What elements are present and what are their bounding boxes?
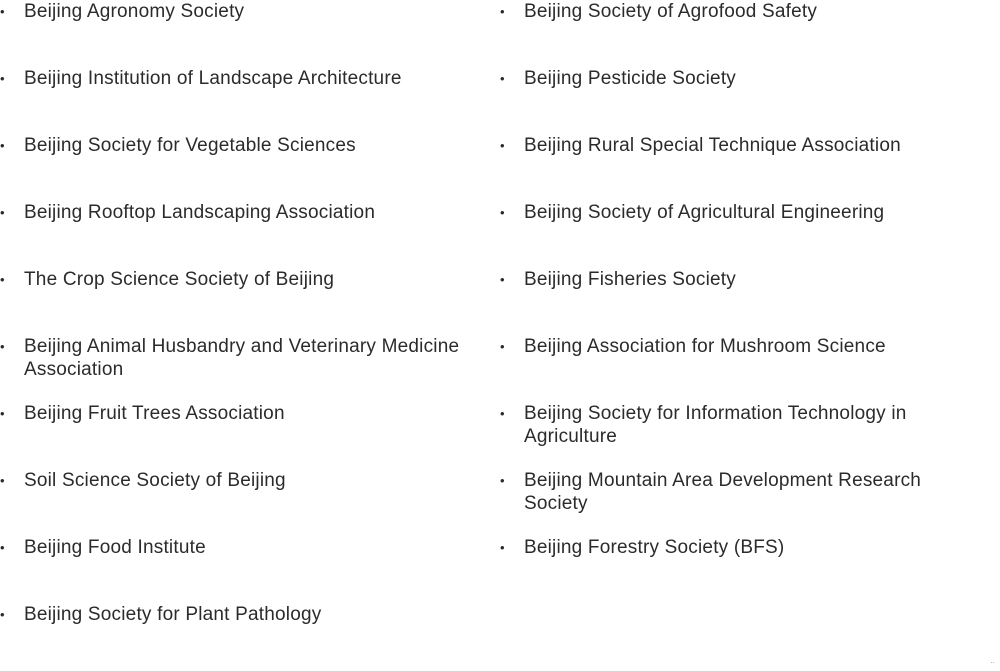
society-name: Beijing Rooftop Landscaping Association [24, 202, 376, 223]
bullet: • [0, 406, 5, 421]
list-item [0, 536, 495, 603]
list-item [500, 201, 960, 268]
list-item [0, 469, 495, 536]
bullet: • [0, 339, 5, 354]
society-name: Beijing Animal Husbandry and Veterinary Medicine Association [24, 336, 460, 380]
corner-mark: .. [990, 659, 994, 665]
list-item [0, 0, 495, 67]
society-list-left [0, 0, 495, 670]
bullet: • [0, 272, 5, 287]
bullet: • [500, 71, 505, 86]
bullet: • [0, 473, 5, 488]
list-item [0, 134, 495, 201]
society-name: Beijing Society of Agrofood Safety [524, 1, 818, 22]
bullet: • [500, 540, 505, 555]
bullet: • [0, 540, 5, 555]
society-name: Beijing Pesticide Society [524, 68, 736, 89]
list-item [0, 268, 495, 335]
bullet: • [0, 607, 5, 622]
list-item [500, 536, 960, 603]
list-item [0, 67, 495, 134]
society-name: Beijing Mountain Area Development Research Society [524, 470, 922, 514]
bullet: • [500, 205, 505, 220]
list-item [500, 402, 960, 469]
list-item [0, 201, 495, 268]
list-item [0, 335, 495, 402]
society-name: Beijing Association for Mushroom Science [524, 336, 886, 357]
list-item [0, 402, 495, 469]
list-item [500, 335, 960, 402]
bullet: • [500, 272, 505, 287]
society-name: Beijing Food Institute [24, 537, 206, 558]
list-item [0, 603, 495, 670]
society-name: Beijing Society for Vegetable Sciences [24, 135, 356, 156]
society-name: Beijing Fruit Trees Association [24, 403, 285, 424]
list-item [500, 469, 960, 536]
society-name: Beijing Society for Plant Pathology [24, 604, 322, 625]
bullet: • [500, 138, 505, 153]
bullet: • [500, 339, 505, 354]
bullet: • [500, 406, 505, 421]
society-name: Soil Science Society of Beijing [24, 470, 286, 491]
list-item [500, 67, 960, 134]
society-name: Beijing Fisheries Society [524, 269, 736, 290]
bullet: • [0, 205, 5, 220]
bullet: • [0, 4, 5, 19]
bullet: • [500, 4, 505, 19]
society-name: Beijing Society of Agricultural Engineering [524, 202, 885, 223]
list-item [500, 0, 960, 67]
society-name: Beijing Agronomy Society [24, 1, 245, 22]
bullet: • [0, 71, 5, 86]
society-name: Beijing Forestry Society (BFS) [524, 537, 785, 558]
list-item [500, 134, 960, 201]
society-name: The Crop Science Society of Beijing [24, 269, 335, 290]
society-name: Beijing Institution of Landscape Architecture [24, 68, 402, 89]
list-item [500, 268, 960, 335]
society-name: Beijing Rural Special Technique Association [524, 135, 901, 156]
bullet: • [500, 473, 505, 488]
society-list-right [500, 0, 960, 603]
society-name: Beijing Society for Information Technology in Agriculture [524, 403, 907, 447]
bullet: • [0, 138, 5, 153]
